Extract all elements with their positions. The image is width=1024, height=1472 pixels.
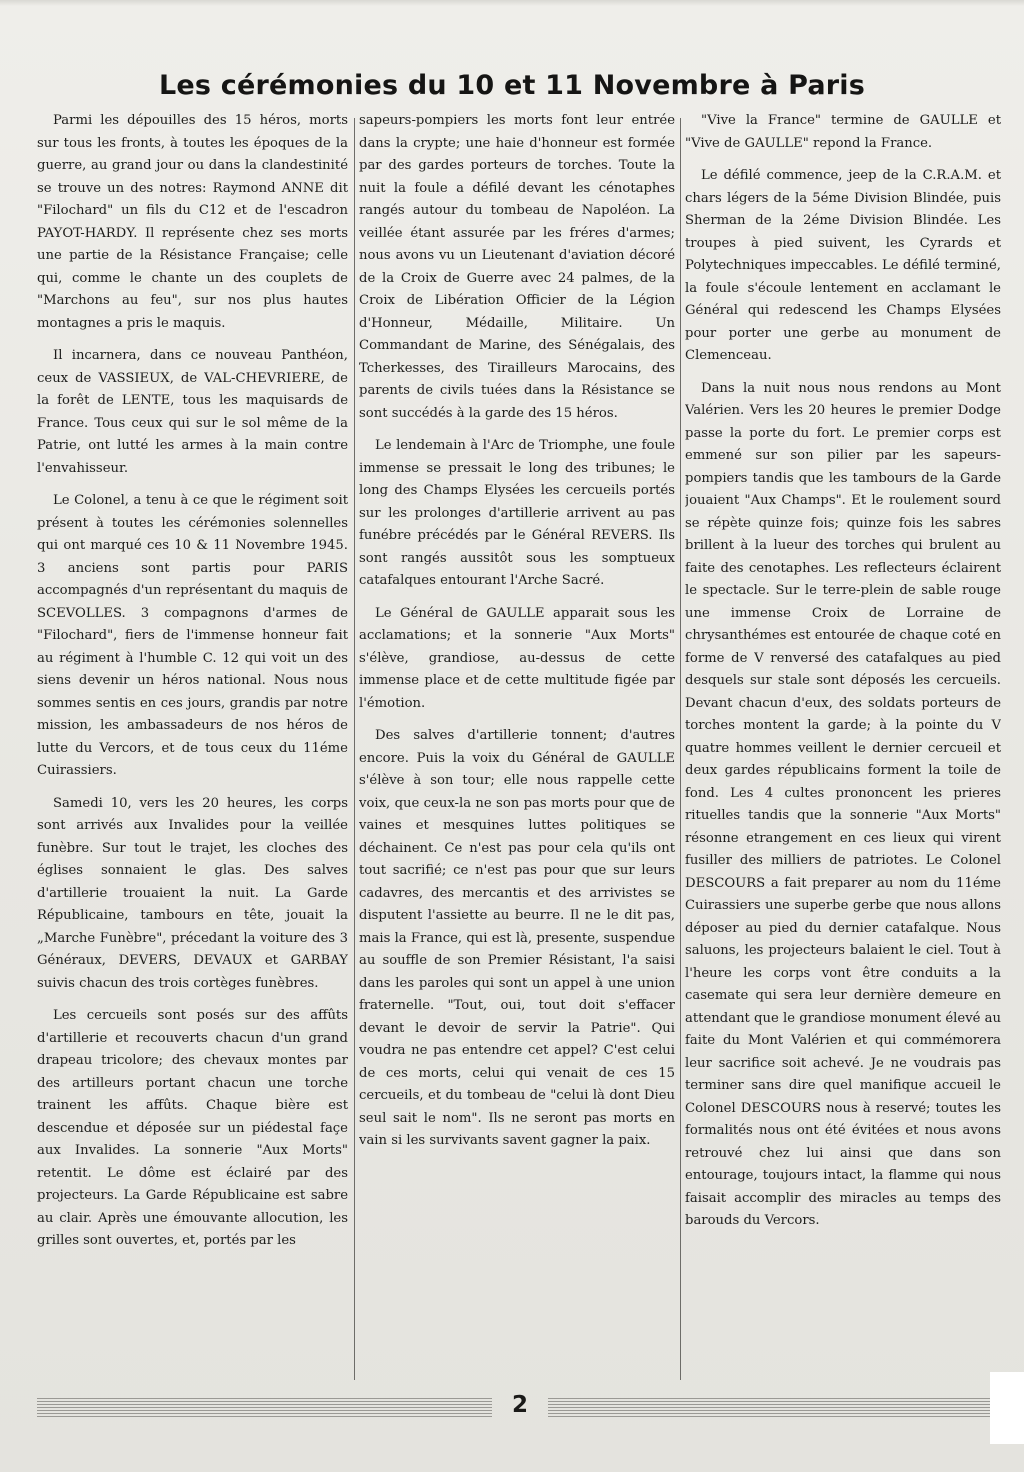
paragraph: Il incarnera, dans ce nouveau Panthéon, ceux de VASSIEUX, de VAL-CHEVRIERE, de la forêt de LENTE, tous les maquisards de France. Tous ceux qui sur le sol même de la Patrie, ont lutté les armes à la main contre l'envahisseur. [37, 348, 348, 476]
column-divider [680, 118, 681, 1380]
column-divider [354, 118, 355, 1380]
article-title: Les cérémonies du 10 et 11 Novembre à Paris [158, 70, 866, 102]
paragraph: Parmi les dépouilles des 15 héros, morts sur tous les fronts, à toutes les époques de la guerre, au grand jour ou dans la clandestinité se trouve un des notres: Raymond ANNE dit "Filochard" un fils du C12 et de l'escadron PAYOT-HARDY. Il représente chez ses morts une partie de la Résistance Française; celle qui, comme le chante un des couplets de "Marchons au feu", sur nos plus hautes montagnes a pris le maquis. [37, 113, 348, 331]
page-number: 2 [511, 1392, 528, 1418]
article-column-3 [685, 110, 1001, 1380]
paragraph: Le lendemain à l'Arc de Triomphe, une foule immense se pressait le long des tribunes; le long des Champs Elysées les cercueils portés sur les prolonges d'artillerie arrivent au pas funébre précédés par le Général REVERS. Ils sont rangés aussitôt sous les somptueux catafalques entourant l'Arche Sacré. [359, 438, 675, 588]
page-corner-tab [990, 1372, 1024, 1444]
footer-rule-left [37, 1398, 492, 1418]
paragraph: Le Général de GAULLE apparait sous les acclamations; et la sonnerie "Aux Morts" s'élève, grandiose, au-dessus de cette immense place et de cette multitude figée par l'émotion. [359, 605, 675, 711]
paragraph: "Vive la France" termine de GAULLE et "Vive de GAULLE" repond la France. [685, 113, 1001, 151]
paragraph: sapeurs-pompiers les morts font leur entrée dans la crypte; une haie d'honneur est formée par des gardes porteurs de torches. Toute la nuit la foule a défilé devant les cénotaphes rangés autour du tombeau de Napoléon. La veillée étant assurée par les fréres d'armes; nous avons vu un Lieutenant d'aviation décoré de la Croix de Guerre avec 24 palmes, de la Croix de Libération Officier de la Légion d'Honneur, Médaille, Militaire. Un Commandant de Marine, des Sénégalais, des Tcherkesses, des Tirailleurs Marocains, des parents de civils tuées dans la Résistance se sont succédés à la garde des 15 héros. [359, 113, 675, 421]
paragraph: Les cercueils sont posés sur des affûts d'artillerie et recouverts chacun d'un grand drapeau tricolore; des chevaux montes par des artilleurs portant chacun une torche trainent les affûts. Chaque bière est descendue et déposée sur un piédestal façe aux Invalides. La sonnerie "Aux Morts" retentit. Le dôme est éclairé par des projecteurs. La Garde Républicaine est sabre au clair. Après une émouvante allocution, les grilles sont ouvertes, et, portés par les [37, 1008, 348, 1248]
article-column-1 [37, 110, 348, 1380]
page-top-edge [0, 0, 1024, 6]
paragraph: Le défilé commence, jeep de la C.R.A.M. et chars légers de la 5éme Division Blindée, puis Sherman de la 2éme Division Blindée. Les troupes à pied suivent, les Cyrards et Polytechniques impeccables. Le défilé terminé, la foule s'écoule lentement en acclamant le Général qui redescend les Champs Elysées pour porter une gerbe au monument de Clemenceau. [685, 168, 1001, 363]
paragraph: Dans la nuit nous nous rendons au Mont Valérien. Vers les 20 heures le premier Dodge passe la porte du fort. Le premier corps est emmené sur son pilier par les sapeurs-pompiers tandis que les tambours de la Garde jouaient "Aux Champs". Et le roulement sourd se répète quinze fois; quinze fois les sabres brillent à la lueur des torches qui brulent au faite des cenotaphes. Les reflecteurs éclairent le spectacle. Sur le terre-plein de sable rouge une immense Croix de Lorraine de chrysanthémes est entourée de chaque coté en forme de V renversé des catafalques au pied desquels sur stale sont déposés les cercueils. Devant chacun d'eux, des soldats porteurs de torches montent la garde; à la pointe du V quatre hommes veillent le dernier cercueil et deux gardes républicains forment la toile de fond. Les 4 cultes prononcent les prieres rituelles tandis que la sonnerie "Aux Morts" résonne etrangement en ces lieux qui virent fusiller des milliers de patriotes. Le Colonel DESCOURS a fait preparer au nom du 11éme Cuirassiers une superbe gerbe que nous allons déposer au pied du dernier catafalque. Nous saluons, les projecteurs balaient le ciel. Tout à l'heure les corps vont être conduits a la casemate qui sera leur dernière demeure en attendant que le grandiose monument élevé au faite du Mont Valérien et qui commémorera leur sacrifice soit achevé. Je ne voudrais pas terminer sans dire quel manifique accueil le Colonel DESCOURS nous à reservé; toutes les formalités nous ont été évitées et nous avons retrouvé chez lui ainsi que dans son entourage, toujours intact, la flamme qui nous faisait accomplir des miracles au temps des barouds du Vercors. [685, 380, 1001, 1228]
paragraph: Le Colonel, a tenu à ce que le régiment soit présent à toutes les cérémonies solennelles qui ont marqué ces 10 & 11 Novembre 1945. 3 anciens sont partis pour PARIS accompagnés d'un représentant du maquis de SCEVOLLES. 3 compagnons d'armes de "Filochard", fiers de l'immense honneur fait au régiment à l'humble C. 12 qui voit un des siens devenir un héros national. Nous nous sommes sentis en ces jours, grandis par notre mission, les ambassadeurs de nos héros de lutte du Vercors, et de tous ceux du 11éme Cuirassiers. [37, 493, 348, 778]
paragraph: Des salves d'artillerie tonnent; d'autres encore. Puis la voix du Général de GAULLE s'élève à son tour; elle nous rappelle cette voix, que ceux-la ne son pas morts pour que de vaines et mesquines luttes politiques se déchainent. Ce n'est pas pour cela qu'ils ont tout sacrifié; ce n'est pas pour que sur leurs cadavres, des mercantis et des arrivistes se disputent l'assiette au beurre. Il ne le dit pas, mais la France, qui est là, presente, suspendue au souffle de son Premier Résistant, l'a saisi dans les paroles qui sont un appel à une union fraternelle. "Tout, oui, tout doit s'effacer devant le devoir de servir la Patrie". Qui voudra ne pas entendre cet appel? C'est celui de ces morts, celui qui venait de ces 15 cercueils, et du tombeau de "celui là dont Dieu seul sait le nom". Ils ne seront pas morts en vain si les survivants savent gagner la paix. [359, 728, 675, 1148]
paragraph: Samedi 10, vers les 20 heures, les corps sont arrivés aux Invalides pour la veillée funèbre. Sur tout le trajet, les cloches des églises sonnaient le glas. Des salves d'artillerie trouaient la nuit. La Garde Républicaine, tambours en tête, jouait la „Marche Funèbre", précedant la voiture des 3 Généraux, DEVERS, DEVAUX et GARBAY suivis chacun des trois cortèges funèbres. [37, 795, 348, 991]
article-column-2 [359, 110, 675, 1380]
footer-rule-right [548, 1398, 1003, 1418]
